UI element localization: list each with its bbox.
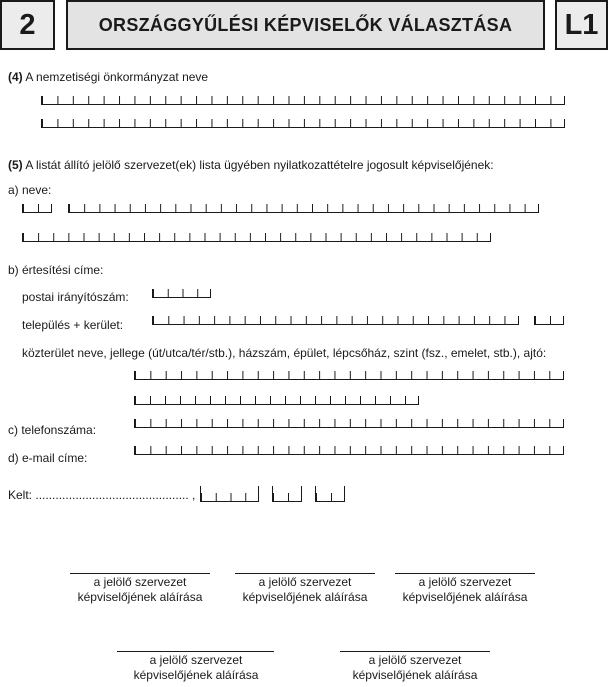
signature-line-2 bbox=[235, 573, 375, 574]
section-5-number: (5) bbox=[8, 158, 23, 172]
form-title-box bbox=[66, 0, 545, 50]
phone-label: c) telefonszáma: bbox=[8, 423, 97, 437]
section-4-heading bbox=[8, 70, 208, 84]
day-field[interactable] bbox=[315, 486, 345, 502]
postal-code-label: postai irányítószám: bbox=[22, 290, 129, 304]
street-label: közterület neve, jellege (út/utca/tér/stb.), házszám, épület, lépcsőház, szint (fsz., emelet, stb.), ajtó: bbox=[22, 346, 547, 360]
nationality-government-name-field-2[interactable] bbox=[41, 119, 565, 128]
form-number-box bbox=[0, 0, 55, 50]
month-field[interactable] bbox=[272, 486, 302, 502]
date-row bbox=[8, 488, 195, 502]
postal-code-field[interactable] bbox=[152, 289, 211, 298]
form-code: L1 bbox=[564, 8, 599, 41]
phone-field[interactable] bbox=[134, 419, 564, 428]
name-prefix-field[interactable] bbox=[22, 204, 52, 213]
district-field[interactable] bbox=[534, 316, 564, 325]
name-label: a) neve: bbox=[8, 183, 52, 197]
date-label: Kelt: bbox=[8, 488, 33, 502]
signature-caption-3: a jelölő szervezet képviselőjének aláírása bbox=[402, 575, 528, 604]
signature-line-3 bbox=[395, 573, 535, 574]
section-4-number: (4) bbox=[8, 70, 23, 84]
signature-caption-2: a jelölő szervezet képviselőjének aláírása bbox=[242, 575, 368, 604]
nationality-government-name-field-1[interactable] bbox=[41, 96, 565, 105]
settlement-label: település + kerület: bbox=[22, 318, 124, 332]
settlement-field[interactable] bbox=[152, 316, 519, 325]
signature-caption-1: a jelölő szervezet képviselőjének aláírása bbox=[77, 575, 203, 604]
email-label: d) e-mail címe: bbox=[8, 451, 88, 465]
form-code-box bbox=[555, 0, 608, 50]
name-field-1[interactable] bbox=[68, 204, 539, 213]
signature-caption-5: a jelölő szervezet képviselőjének aláírása bbox=[352, 653, 478, 682]
signature-line-1 bbox=[70, 573, 210, 574]
name-field-2[interactable] bbox=[22, 233, 491, 242]
street-field-2[interactable] bbox=[134, 396, 419, 405]
signature-line-4 bbox=[117, 651, 274, 652]
section-5-heading bbox=[8, 158, 494, 172]
section-4-label: A nemzetiségi önkormányzat neve bbox=[25, 70, 209, 84]
form-number: 2 bbox=[19, 8, 36, 41]
section-5-label: A listát állító jelölő szervezet(ek) lista ügyében nyilatkozattételre jogosult képviselőjének: bbox=[25, 158, 494, 172]
signature-line-5 bbox=[340, 651, 490, 652]
signature-caption-4: a jelölő szervezet képviselőjének aláírása bbox=[133, 653, 259, 682]
email-field[interactable] bbox=[134, 446, 564, 455]
form-title: ORSZÁGGYŰLÉSI KÉPVISELŐK VÁLASZTÁSA bbox=[98, 14, 513, 35]
address-label: b) értesítési címe: bbox=[8, 263, 104, 277]
street-field-1[interactable] bbox=[134, 371, 564, 380]
place-dots: .............................................. , bbox=[35, 488, 196, 502]
year-field[interactable] bbox=[200, 486, 259, 502]
